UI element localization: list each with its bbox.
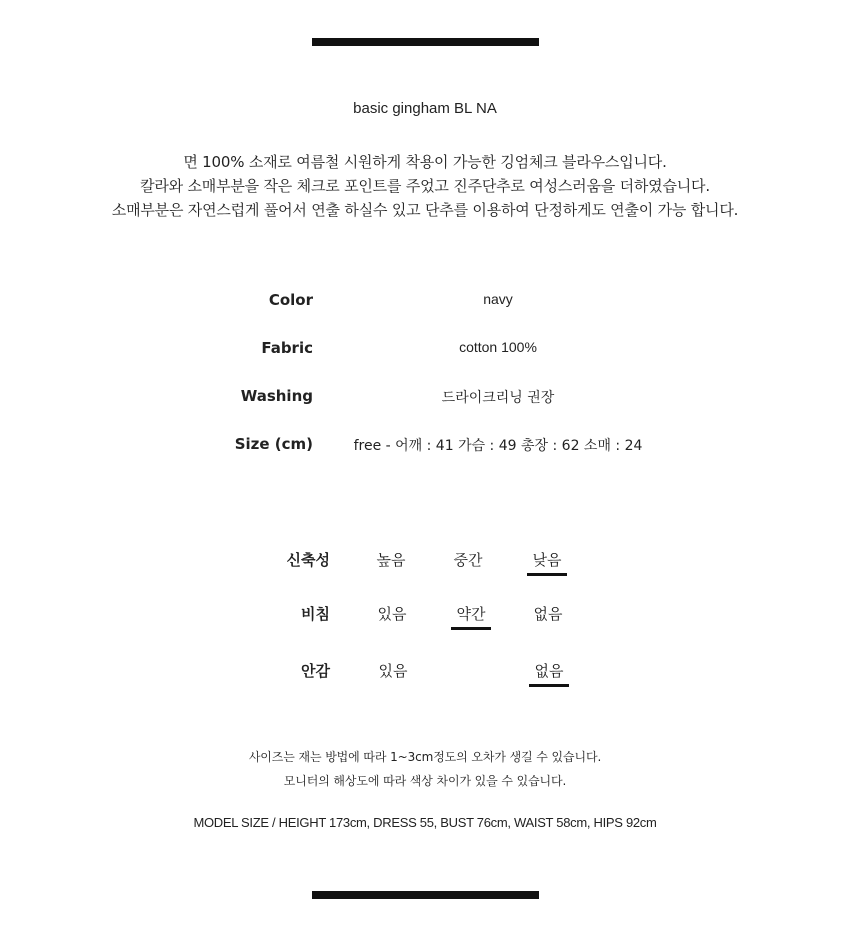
description-line-2: 칼라와 소매부분을 작은 체크로 포인트를 주었고 진주단추로 여성스러움을 더하였습니다. xyxy=(140,177,710,195)
grade-option-lining-no: 없음 xyxy=(519,660,579,681)
grade-label-sheerness: 비침 xyxy=(301,605,330,623)
grade-option-sheer-no: 없음 xyxy=(533,605,563,623)
description-line-3: 소매부분은 자연스럽게 풀어서 연출 하실수 있고 단추를 이용하여 단정하게도 연출이 가능 합니다. xyxy=(111,201,739,219)
grade-label-stretch: 신축성 xyxy=(286,551,330,569)
bottom-divider-bar xyxy=(312,891,539,899)
model-size-info: MODEL SIZE / HEIGHT 173cm, DRESS 55, BUST 76cm, WAIST 58cm, HIPS 92cm xyxy=(193,815,657,830)
spec-label-size: Size (cm) xyxy=(234,435,313,453)
spec-label-fabric: Fabric xyxy=(261,339,313,357)
grade-label-lining: 안감 xyxy=(301,662,330,680)
spec-value-fabric: cotton 100% xyxy=(459,339,537,355)
size-note: 사이즈는 재는 방법에 따라 1~3cm정도의 오차가 생길 수 있습니다. xyxy=(248,750,602,764)
spec-value-washing: 드라이크리닝 권장 xyxy=(441,390,555,406)
grade-option-stretch-high: 높음 xyxy=(376,551,406,569)
spec-value-color: navy xyxy=(483,291,513,307)
grade-option-stretch-low: 낮음 xyxy=(517,549,577,570)
grade-option-sheer-slight: 약간 xyxy=(441,603,501,624)
top-divider-bar xyxy=(312,38,539,46)
grade-option-lining-yes: 있음 xyxy=(378,662,408,680)
grade-option-stretch-medium: 중간 xyxy=(453,551,483,569)
product-title: basic gingham BL NA xyxy=(353,100,497,117)
spec-label-color: Color xyxy=(268,291,313,309)
spec-value-size: free - 어깨 : 41 가슴 : 49 총장 : 62 소매 : 24 xyxy=(353,438,643,454)
description-line-1: 면 100% 소재로 여름철 시원하게 착용이 가능한 깅엄체크 블라우스입니다. xyxy=(183,153,667,171)
spec-label-washing: Washing xyxy=(240,387,313,405)
color-note: 모니터의 해상도에 따라 색상 차이가 있을 수 있습니다. xyxy=(283,774,567,788)
grade-option-sheer-yes: 있음 xyxy=(377,605,407,623)
